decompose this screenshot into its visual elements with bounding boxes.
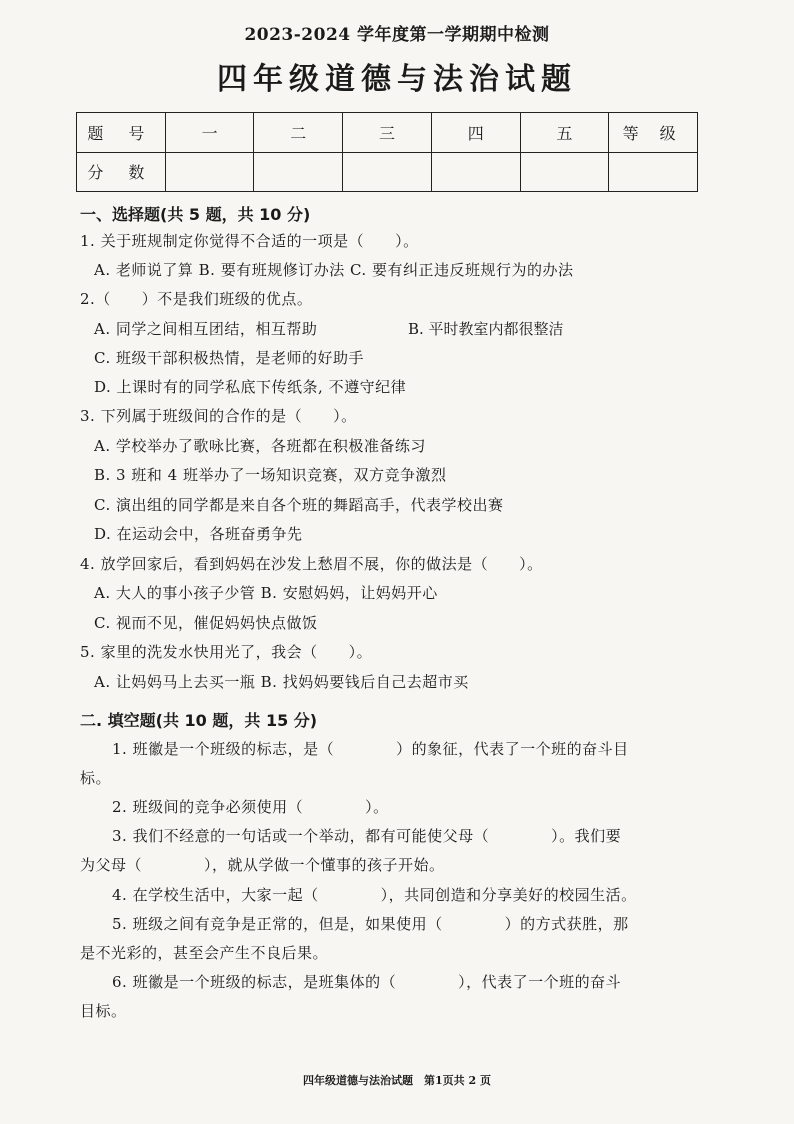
score-table-header-row [77, 113, 698, 153]
score-table-cell: 五 [520, 113, 609, 153]
section-heading-fill-blank: 二. 填空题(共 10 题，共 15 分) [80, 711, 318, 730]
section-heading-choice: 一、选择题(共 5 题，共 10 分) [80, 205, 311, 224]
score-cell-empty [254, 152, 343, 192]
option-line: A. 同学之间相互团结，相互帮助 [94, 320, 318, 338]
score-cell-empty [431, 152, 520, 192]
question-line: 3. 下列属于班级间的合作的是（ ）。 [80, 407, 357, 425]
score-table-cell: 四 [431, 113, 520, 153]
option-line: A. 大人的事小孩子少管 B. 安慰妈妈，让妈妈开心 [94, 584, 438, 602]
score-table-cell: 题 号 [77, 113, 166, 153]
score-table-score-row [77, 152, 698, 192]
fill-question-line: 1. 班徽是一个班级的标志，是（ ）的象征，代表了一个班的奋斗目 [112, 740, 629, 758]
option-line: C. 视而不见，催促妈妈快点做饭 [94, 614, 318, 632]
score-table-cell: 三 [343, 113, 432, 153]
option-line: D. 上课时有的同学私底下传纸条, 不遵守纪律 [94, 378, 407, 396]
fill-question-line: 4. 在学校生活中，大家一起（ ），共同创造和分享美好的校园生活。 [112, 886, 637, 904]
fill-question-line: 2. 班级间的竞争必须使用（ ）。 [112, 798, 389, 816]
option-line: A. 让妈妈马上去买一瓶 B. 找妈妈要钱后自己去超市买 [94, 673, 469, 691]
fill-question-line: 标。 [80, 769, 112, 787]
question-line: 4. 放学回家后，看到妈妈在沙发上愁眉不展，你的做法是（ ）。 [80, 555, 543, 573]
score-row-label: 分 数 [77, 152, 166, 192]
fill-question-line: 为父母（ ），就从学做一个懂事的孩子开始。 [80, 856, 445, 874]
score-cell-empty [520, 152, 609, 192]
option-line: C. 演出组的同学都是来自各个班的舞蹈高手，代表学校出赛 [94, 496, 504, 514]
exam-title: 四年级道德与法治试题 [217, 62, 577, 97]
option-line: A. 老师说了算 B. 要有班规修订办法 C. 要有纠正违反班规行为的办法 [94, 261, 574, 279]
score-cell-empty [165, 152, 254, 192]
page-footer: 四年级道德与法治试题 第1页共 2 页 [303, 1074, 491, 1087]
score-table-cell: 一 [165, 113, 254, 153]
exam-term-heading: 2023-2024 学年度第一学期期中检测 [244, 25, 550, 45]
question-line: 5. 家里的洗发水快用光了，我会（ ）。 [80, 643, 373, 661]
question-line: 1. 关于班规制定你觉得不合适的一项是（ ）。 [80, 232, 419, 250]
option-line: C. 班级干部积极热情，是老师的好助手 [94, 349, 364, 367]
score-table-cell: 等 级 [609, 113, 698, 153]
option-line: B. 3 班和 4 班举办了一场知识竞赛，双方竞争激烈 [94, 466, 447, 484]
score-cell-empty [343, 152, 432, 192]
fill-question-line: 是不光彩的，甚至会产生不良后果。 [80, 944, 329, 962]
option-line: D. 在运动会中，各班奋勇争先 [94, 525, 303, 543]
fill-question-line: 5. 班级之间有竞争是正常的，但是，如果使用（ ）的方式获胜，那 [112, 915, 629, 933]
fill-question-line: 3. 我们不经意的一句话或一个举动，都有可能使父母（ ）。我们要 [112, 827, 622, 845]
fill-question-line: 目标。 [80, 1002, 127, 1020]
score-table [76, 112, 698, 192]
option-line: A. 学校举办了歌咏比赛，各班都在积极准备练习 [94, 437, 426, 455]
option-line: B. 平时教室内都很整洁 [408, 320, 564, 338]
question-line: 2.（ ）不是我们班级的优点。 [80, 290, 313, 308]
fill-question-line: 6. 班徽是一个班级的标志，是班集体的（ ），代表了一个班的奋斗 [112, 973, 622, 991]
score-table-cell: 二 [254, 113, 343, 153]
score-cell-empty [609, 152, 698, 192]
